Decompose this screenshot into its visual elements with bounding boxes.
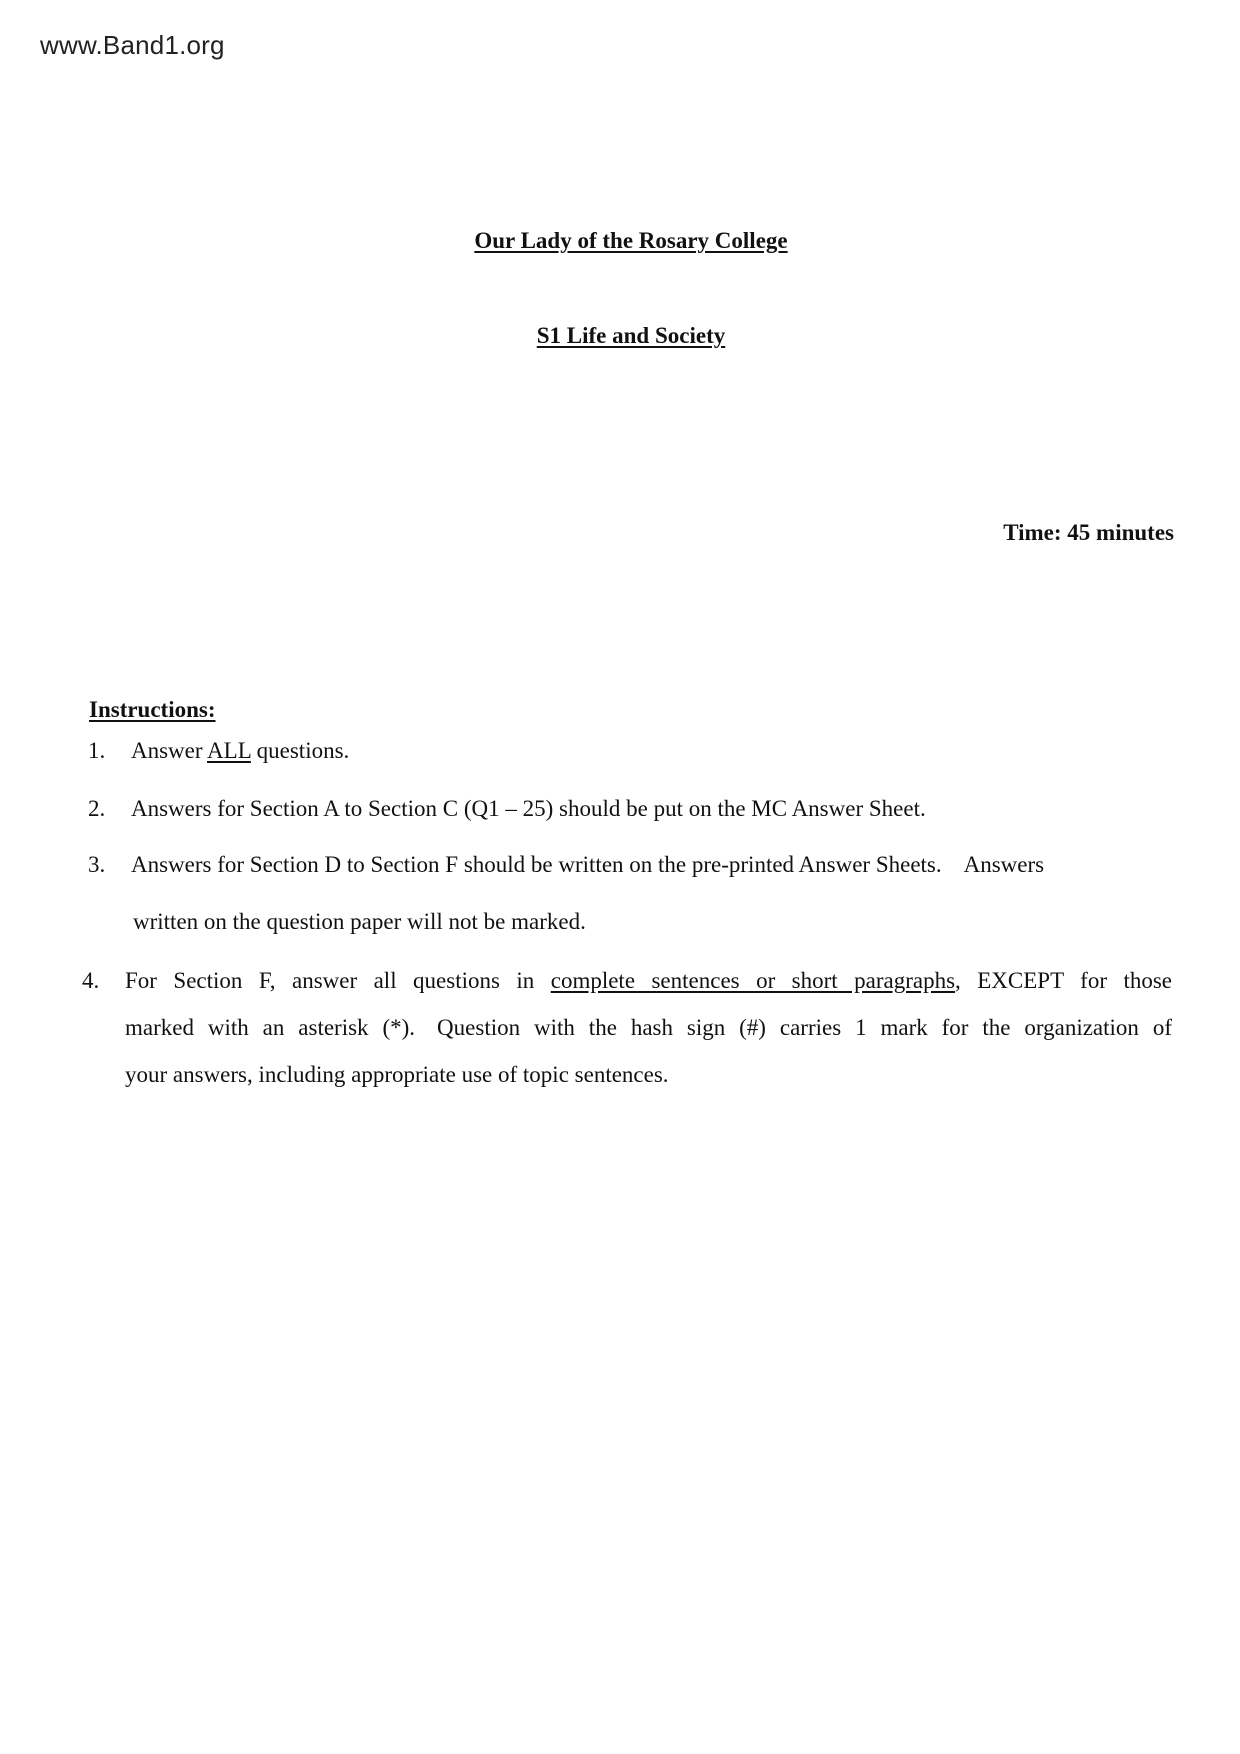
item-text: questions.	[250, 738, 350, 763]
instruction-item-3	[88, 841, 1131, 945]
exam-time: Time: 45 minutes	[1003, 520, 1174, 545]
item-number: 2.	[88, 796, 106, 821]
emphasis-all: ALL	[207, 738, 251, 763]
subject-title: S1 Life and Society	[536, 323, 726, 348]
watermark-url: www.Band1.org	[40, 30, 225, 60]
item-number: 4.	[82, 968, 100, 993]
instruction-item-1	[88, 727, 1131, 774]
item-text: marked with an asterisk (*).	[125, 1015, 416, 1040]
item-text-line-3: your answers, including appropriate use of topic sentences.	[125, 1062, 669, 1087]
school-title: Our Lady of the Rosary College	[474, 228, 788, 253]
item-text: Answer	[131, 738, 208, 763]
item-text: Answers for Section D to Section F should be written on the pre-printed Answer Sheets.	[131, 852, 942, 877]
item-text-line-2: written on the question paper will not be marked.	[133, 909, 586, 934]
item-number: 3.	[88, 852, 106, 877]
item-text: , EXCEPT for those	[955, 968, 1172, 993]
instructions-heading: Instructions:	[89, 697, 216, 722]
item-text: Question with the hash sign (#) carries 1 mark for the organization of	[437, 1015, 1172, 1040]
item-text: Answers for Section A to Section C (Q1 – 25) should be put on the MC Answer Sheet.	[131, 796, 926, 821]
instruction-item-4	[82, 957, 1172, 1098]
item-text: Answers	[963, 852, 1045, 877]
item-number: 1.	[88, 738, 106, 763]
item-text: For Section F, answer all questions in	[125, 968, 551, 993]
emphasis-complete-sentences: complete sentences or short paragraphs	[550, 968, 956, 993]
instruction-item-2	[88, 785, 1131, 832]
